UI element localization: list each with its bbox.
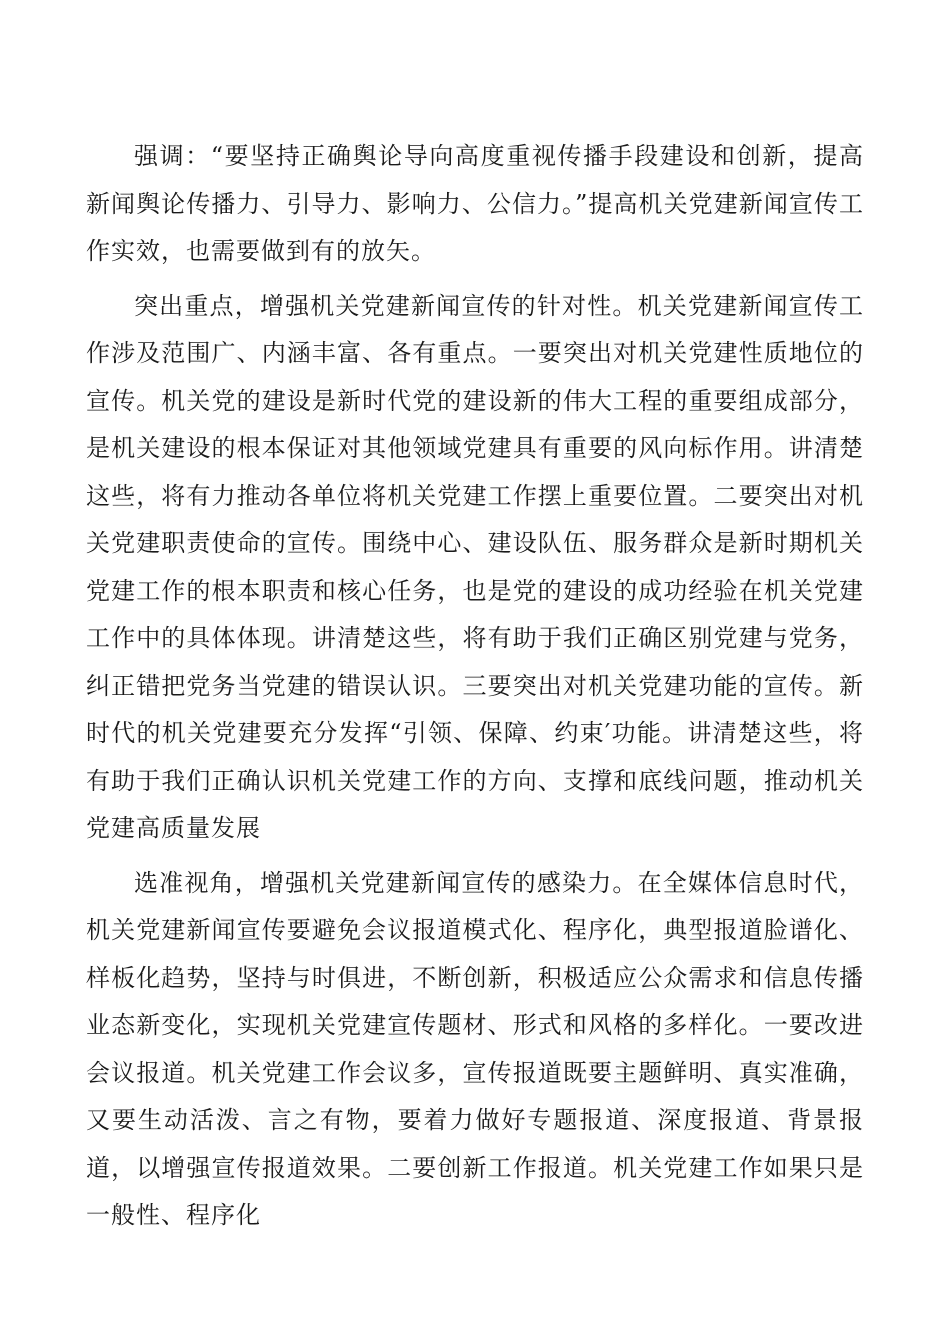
paragraph-3: 选准视角，增强机关党建新闻宣传的感染力。在全媒体信息时代，机关党建新闻宣传要避免会议报道模式化、程序化，典型报道脸谱化、样板化趋势，坚持与时俱进，不断创新，积极适应公众需求和信息传播业态新变化，实现机关党建宣传题材、形式和风格的多样化。一要改进会议报道。机关党建工作会议多，宣传报道既要主题鲜明、真实准确，又要生动活泼、言之有物，要着力做好专题报道、深度报道、背景报道，以增强宣传报道效果。二要创新工作报道。机关党建工作如果只是一般性、程序化 <box>86 868 864 1229</box>
paragraph-2: 突出重点，增强机关党建新闻宣传的针对性。机关党建新闻宣传工作涉及范围广、内涵丰富、各有重点。一要突出对机关党建性质地位的宣传。机关党的建设是新时代党的建设新的伟大工程的重要组成部分，是机关建设的根本保证对其他领域党建具有重要的风向标作用。讲清楚这些，将有力推动各单位将机关党建工作摆上重要位置。二要突出对机关党建职责使命的宣传。围绕中心、建设队伍、服务群众是新时期机关党建工作的根本职责和核心任务，也是党的建设的成功经验在机关党建工作中的具体体现。讲清楚这些，将有助于我们正确区别党建与党务，纠正错把党务当党建的错误认识。三要突出对机关党建功能的宣传。新时代的机关党建要充分发挥“引领、保障、约束′功能。讲清楚这些，将有助于我们正确认识机关党建工作的方向、支撑和底线问题，推动机关党建高质量发展 <box>86 291 864 842</box>
document-body <box>86 133 864 1247</box>
paragraph-1: 强调：“要坚持正确舆论导向高度重视传播手段建设和创新，提高新闻舆论传播力、引导力、影响力、公信力。”提高机关党建新闻宣传工作实效，也需要做到有的放矢。 <box>86 142 864 265</box>
